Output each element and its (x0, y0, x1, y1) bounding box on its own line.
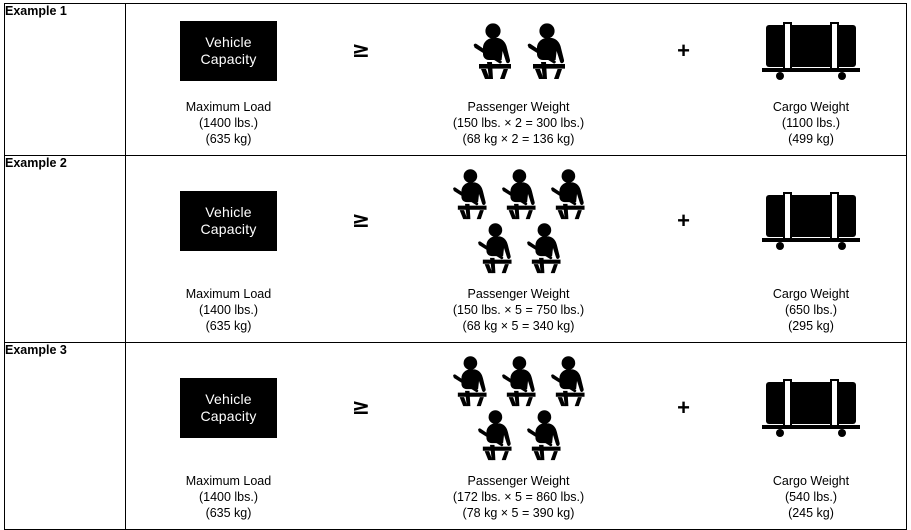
cargo-graphic (760, 164, 862, 277)
caption-line: (540 lbs.) (784, 490, 838, 504)
passenger-caption (453, 473, 584, 521)
passenger-icon-grid (447, 168, 590, 274)
capacity-caption (186, 286, 271, 334)
caption-line: (68 kg × 2 = 136 kg) (462, 132, 575, 146)
passenger-icon-row (447, 355, 590, 407)
caption-line: Passenger Weight (467, 100, 570, 114)
greater-equal-symbol: ≥ (351, 38, 371, 63)
greater-equal-symbol: ≥ (351, 207, 371, 233)
vehicle-capacity-box (180, 21, 277, 81)
row-content-cell (126, 156, 907, 343)
plus-graphic (677, 12, 690, 90)
operator-graphic (352, 164, 370, 277)
caption-line: (635 kg) (205, 132, 252, 146)
capacity-line2: Capacity (200, 407, 257, 424)
examples-sheet (0, 3, 911, 520)
plus-graphic (677, 351, 690, 464)
seated-passenger-icon (472, 222, 517, 274)
caption-line: Cargo Weight (772, 100, 850, 114)
row-label: Example 2 (5, 156, 67, 170)
capacity-line2: Capacity (200, 51, 257, 67)
capacity-graphic (180, 164, 277, 277)
caption-line: (78 kg × 5 = 390 kg) (462, 506, 575, 520)
seated-passenger-icon (467, 22, 517, 80)
caption-line: (68 kg × 5 = 340 kg) (462, 319, 575, 333)
cargo-caption (773, 286, 849, 334)
cargo-caption (773, 473, 849, 521)
capacity-graphic (180, 351, 277, 464)
caption-line: (635 kg) (205, 319, 252, 333)
caption-line: Maximum Load (185, 287, 272, 301)
passenger-icon-grid (467, 22, 571, 80)
seated-passenger-icon (521, 222, 566, 274)
table-row (5, 343, 907, 530)
row-label-cell (5, 156, 126, 343)
cargo-column (721, 12, 901, 147)
seated-passenger-icon (447, 168, 492, 220)
cargo-trolley-icon (760, 21, 862, 81)
capacity-line1: Vehicle (205, 34, 252, 50)
caption-line: (172 lbs. × 5 = 860 lbs.) (452, 490, 585, 504)
passenger-icon-row (472, 222, 566, 274)
caption-line: (1100 lbs.) (781, 116, 841, 130)
caption-line: Maximum Load (185, 100, 272, 114)
seated-passenger-icon (545, 355, 590, 407)
passenger-icon-grid (447, 355, 590, 461)
caption-line: (150 lbs. × 5 = 750 lbs.) (452, 303, 585, 317)
plus-column (646, 12, 721, 90)
plus-graphic (677, 164, 690, 277)
capacity-line2: Capacity (200, 220, 257, 237)
passenger-graphic (447, 164, 590, 277)
caption-line: (499 kg) (788, 132, 834, 146)
caption-line: (635 kg) (205, 506, 252, 520)
capacity-column (126, 12, 331, 147)
caption-line: (245 kg) (788, 506, 834, 520)
caption-line: (150 lbs. × 2 = 300 lbs.) (452, 116, 585, 130)
capacity-caption (186, 473, 271, 521)
row-content-cell (126, 343, 907, 530)
row-label-cell (5, 4, 126, 156)
cargo-trolley-icon (760, 378, 862, 438)
passenger-icon-row (447, 168, 590, 220)
caption-line: Passenger Weight (467, 287, 570, 301)
operator-column (331, 164, 391, 277)
plus-column (646, 351, 721, 464)
operator-column (331, 12, 391, 90)
row-content-cell (126, 4, 907, 156)
plus-column (646, 164, 721, 277)
capacity-graphic (180, 12, 277, 90)
cargo-caption (773, 99, 849, 147)
seated-passenger-icon (545, 168, 590, 220)
vehicle-capacity-box (180, 378, 277, 438)
seated-passenger-icon (521, 22, 571, 80)
cargo-graphic (760, 12, 862, 90)
passenger-caption (453, 286, 584, 334)
plus-symbol: + (677, 38, 690, 63)
capacity-line1: Vehicle (205, 390, 252, 407)
table-row (5, 4, 907, 156)
passenger-graphic (467, 12, 571, 90)
seated-passenger-icon (472, 409, 517, 461)
caption-line: (295 kg) (788, 319, 834, 333)
seated-passenger-icon (496, 168, 541, 220)
passenger-icon-row (472, 409, 566, 461)
caption-line: (650 lbs.) (784, 303, 838, 317)
caption-line: Cargo Weight (772, 287, 850, 301)
operator-graphic (352, 351, 370, 464)
row-label: Example 3 (5, 343, 67, 357)
operator-column (331, 351, 391, 464)
plus-symbol: + (677, 207, 690, 233)
seated-passenger-icon (447, 355, 492, 407)
passenger-column (391, 12, 646, 147)
row-label-cell (5, 343, 126, 530)
capacity-line1: Vehicle (205, 203, 252, 220)
caption-line: Passenger Weight (467, 474, 570, 488)
seated-passenger-icon (496, 355, 541, 407)
cargo-column (721, 351, 901, 521)
passenger-graphic (447, 351, 590, 464)
capacity-column (126, 351, 331, 521)
capacity-caption (186, 99, 271, 147)
caption-line: (1400 lbs.) (198, 303, 259, 317)
greater-equal-symbol: ≥ (351, 394, 371, 420)
row-label: Example 1 (5, 4, 67, 18)
caption-line: (1400 lbs.) (198, 116, 259, 130)
examples-table (4, 3, 907, 530)
cargo-trolley-icon (760, 191, 862, 251)
operator-graphic (352, 12, 370, 90)
table-row (5, 156, 907, 343)
cargo-graphic (760, 351, 862, 464)
passenger-column (391, 164, 646, 334)
capacity-column (126, 164, 331, 334)
passenger-icon-row (467, 22, 571, 80)
caption-line: (1400 lbs.) (198, 490, 259, 504)
vehicle-capacity-box (180, 191, 277, 251)
cargo-column (721, 164, 901, 334)
passenger-column (391, 351, 646, 521)
passenger-caption (453, 99, 584, 147)
seated-passenger-icon (521, 409, 566, 461)
plus-symbol: + (677, 394, 690, 420)
caption-line: Maximum Load (185, 474, 272, 488)
caption-line: Cargo Weight (772, 474, 850, 488)
